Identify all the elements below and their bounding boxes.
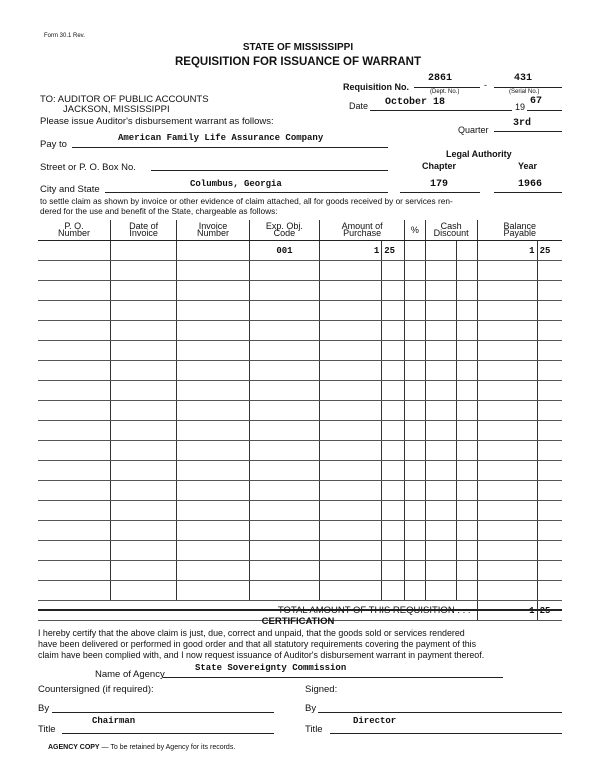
table-row [38,361,562,381]
table-row [38,301,562,321]
city-label: City and State [40,184,100,195]
to-line-2: JACKSON, MISSISSIPPI [63,104,170,115]
please-issue-text: Please issue Auditor's disbursement warrant as follows: [40,116,274,127]
table-header-row [38,220,562,241]
cell-amount-cents: 25 [382,241,405,261]
header-exp-obj-code: Exp. Obj. Code [249,220,319,241]
table-row [38,521,562,541]
header-date-of-invoice: Date of Invoice [110,220,176,241]
year-value: 1966 [518,179,543,190]
certification-line-1: I hereby certify that the above claim is just, due, correct and unpaid, that the goods sold or services rendered [38,628,465,638]
title-label-left: Title [38,724,56,735]
table-row [38,341,562,361]
title-value-right: Director [353,716,397,726]
by-label-right: By [305,703,317,714]
table-row [38,381,562,401]
pay-to-label: Pay to [40,139,67,150]
table-row [38,561,562,581]
table-row [38,321,562,341]
footer-note [48,744,235,751]
form-number: Form 30.1 Rev. [44,33,85,39]
chapter-value: 179 [430,179,449,190]
requisition-dash: - [484,80,487,90]
line-items-table [38,220,562,621]
table-row [38,501,562,521]
legal-authority-label: Legal Authority [446,149,512,159]
agency-label: Name of Agency [95,669,165,680]
date-label: Date [349,101,369,111]
cell-balance-dollars: 1 [477,241,537,261]
footer-retain-text: — To be retained by Agency for its records. [99,744,236,751]
table-row [38,441,562,461]
cell-balance-cents: 25 [537,241,562,261]
signed-label: Signed: [305,684,338,695]
cell-amount-dollars: 1 [320,241,382,261]
header-po-number: P. O. Number [38,220,110,241]
settle-text-line-2: dered for the use and benefit of the State, chargeable as follows: [40,206,278,216]
table-row [38,261,562,281]
header-amount-of-purchase: Amount of Purchase [320,220,405,241]
date-value: October 18 [385,97,446,108]
to-line-1: TO: AUDITOR OF PUBLIC ACCOUNTS [40,94,209,105]
certification-heading: CERTIFICATION [261,616,335,627]
serial-number: 431 [514,73,533,84]
countersigned-label: Countersigned (if required): [38,684,154,695]
total-cents: 25 [537,601,562,621]
header-cash-discount: Cash Discount [425,220,477,241]
total-label: TOTAL AMOUNT OF THIS REQUISITION . . . [38,601,477,621]
table-row [38,241,562,261]
header-percent: % [405,220,426,241]
state-heading: STATE OF MISSISSIPPI [242,42,354,53]
form-title: REQUISITION FOR ISSUANCE OF WARRANT [175,56,421,68]
year-prefix: 19 [515,102,526,112]
pay-to-value: American Family Life Assurance Company [118,133,324,143]
agency-value: State Sovereignty Commission [195,663,347,673]
city-value: Columbus, Georgia [190,179,282,189]
settle-text-line-1: to settle claim as shown by invoice or other evidence of claim attached, all for goods received by or services ren- [40,196,453,206]
dept-number: 2861 [428,73,453,84]
table-row [38,421,562,441]
table-row [38,581,562,601]
table-row [38,541,562,561]
header-balance-payable: Balance Payable [477,220,562,241]
requisition-label: Requisition No. [343,82,409,92]
dept-no-caption: (Dept. No.) [430,89,460,95]
header-invoice-number: Invoice Number [177,220,249,241]
year-label: Year [518,161,538,171]
year-suffix: 67 [530,96,543,107]
certification-line-3: claim have been complied with, and I now request issuance of Auditor's disbursement warrant in payment thereof. [38,650,485,660]
cell-exp-obj-code: 001 [249,241,319,261]
table-row [38,281,562,301]
table-row [38,461,562,481]
title-label-right: Title [305,724,323,735]
quarter-value: 3rd [513,118,532,129]
serial-no-caption: (Serial No.) [509,89,540,95]
quarter-label: Quarter [458,125,489,135]
footer-agency-copy: AGENCY COPY [48,744,100,751]
chapter-label: Chapter [422,161,457,171]
table-row [38,401,562,421]
title-value-left: Chairman [92,716,136,726]
table-row [38,481,562,501]
street-label: Street or P. O. Box No. [40,162,136,173]
certification-line-2: have been delivered or performed in good order and that all statutory requirements covering the payment of this [38,639,477,649]
total-dollars: 1 [477,601,537,621]
by-label-left: By [38,703,50,714]
